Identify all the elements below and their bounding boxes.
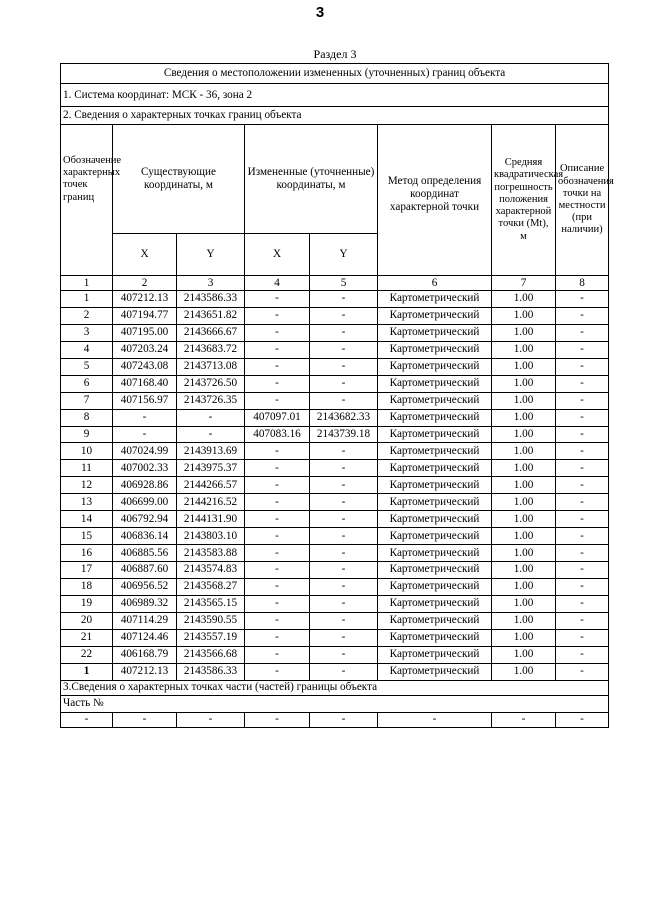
cell-changed-x: - [245, 578, 310, 595]
table-row [61, 511, 609, 528]
header-description: Описание обозначения точки на местности (при наличии) [556, 125, 609, 276]
cell-existing-y: 2143683.72 [177, 341, 245, 358]
cell-point-number: 11 [61, 460, 113, 477]
cell-changed-y: - [310, 307, 378, 324]
points-heading: 2. Сведения о характерных точках границ объекта [61, 107, 609, 125]
cell-method: Картометрический [378, 511, 492, 528]
cell-existing-y: 2143566.68 [177, 646, 245, 663]
cell-changed-y: - [310, 460, 378, 477]
cell-existing-y: 2143713.08 [177, 358, 245, 375]
cell-description: - [556, 341, 609, 358]
cell-existing-x: 406928.86 [113, 477, 177, 494]
column-number: 7 [492, 276, 556, 291]
cell-existing-x: 407203.24 [113, 341, 177, 358]
column-number: 1 [61, 276, 113, 291]
table-row [61, 663, 609, 680]
empty-cell: - [492, 712, 556, 727]
cell-description: - [556, 494, 609, 511]
cell-description: - [556, 358, 609, 375]
empty-cell: - [177, 712, 245, 727]
cell-method: Картометрический [378, 443, 492, 460]
table-row [61, 307, 609, 324]
cell-changed-x: - [245, 341, 310, 358]
cell-method: Картометрический [378, 578, 492, 595]
cell-point-number: 3 [61, 324, 113, 341]
cell-description: - [556, 562, 609, 579]
cell-existing-x: 407212.13 [113, 663, 177, 680]
cell-existing-x: 406836.14 [113, 528, 177, 545]
header-changed-y: Y [310, 234, 378, 276]
boundary-points-table [60, 63, 614, 728]
cell-changed-x: - [245, 663, 310, 680]
cell-existing-x: - [113, 409, 177, 426]
cell-point-number: 6 [61, 375, 113, 392]
header-designation: Обозначение характерных точек границ [61, 125, 113, 276]
cell-changed-x: - [245, 460, 310, 477]
header-existing-x: X [113, 234, 177, 276]
header-existing-coords: Существующие координаты, м [113, 125, 245, 234]
cell-point-number: 5 [61, 358, 113, 375]
cell-existing-y: 2143726.35 [177, 392, 245, 409]
cell-error: 1.00 [492, 460, 556, 477]
cell-description: - [556, 578, 609, 595]
cell-existing-x: 407024.99 [113, 443, 177, 460]
cell-error: 1.00 [492, 358, 556, 375]
cell-existing-x: 406989.32 [113, 595, 177, 612]
cell-changed-x: - [245, 477, 310, 494]
cell-existing-x: 407156.97 [113, 392, 177, 409]
cell-existing-y: 2143586.33 [177, 291, 245, 308]
table-row [61, 528, 609, 545]
cell-description: - [556, 392, 609, 409]
cell-error: 1.00 [492, 409, 556, 426]
cell-changed-y: - [310, 477, 378, 494]
cell-changed-y: 2143682.33 [310, 409, 378, 426]
cell-changed-y: - [310, 341, 378, 358]
cell-method: Картометрический [378, 392, 492, 409]
cell-existing-x: 407114.29 [113, 612, 177, 629]
cell-point-number: 19 [61, 595, 113, 612]
cell-description: - [556, 460, 609, 477]
page-number: 3 [315, 4, 325, 21]
cell-changed-y: - [310, 545, 378, 562]
table-row [61, 545, 609, 562]
cell-changed-y: - [310, 528, 378, 545]
cell-changed-x: - [245, 375, 310, 392]
cell-method: Картометрический [378, 291, 492, 308]
cell-point-number: 1 [61, 663, 113, 680]
cell-changed-y: - [310, 578, 378, 595]
cell-error: 1.00 [492, 392, 556, 409]
cell-error: 1.00 [492, 324, 556, 341]
empty-cell: - [556, 712, 609, 727]
table-row [61, 460, 609, 477]
cell-existing-x: 407212.13 [113, 291, 177, 308]
table-row [61, 291, 609, 308]
cell-existing-y: 2143568.27 [177, 578, 245, 595]
cell-point-number: 18 [61, 578, 113, 595]
cell-description: - [556, 528, 609, 545]
cell-error: 1.00 [492, 291, 556, 308]
cell-changed-y: 2143739.18 [310, 426, 378, 443]
cell-changed-x: - [245, 646, 310, 663]
cell-method: Картометрический [378, 460, 492, 477]
cell-point-number: 2 [61, 307, 113, 324]
cell-existing-y: 2144131.90 [177, 511, 245, 528]
column-number: 3 [177, 276, 245, 291]
cell-point-number: 4 [61, 341, 113, 358]
column-number: 5 [310, 276, 378, 291]
header-method: Метод определения координат характерной точки [378, 125, 492, 276]
cell-existing-x: - [113, 426, 177, 443]
cell-error: 1.00 [492, 646, 556, 663]
header-existing-y: Y [177, 234, 245, 276]
cell-error: 1.00 [492, 375, 556, 392]
table-row [61, 629, 609, 646]
header-changed-coords: Измененные (уточненные) координаты, м [245, 125, 378, 234]
cell-changed-y: - [310, 358, 378, 375]
table-row [61, 595, 609, 612]
cell-description: - [556, 612, 609, 629]
cell-changed-y: - [310, 392, 378, 409]
cell-error: 1.00 [492, 629, 556, 646]
cell-changed-x: - [245, 358, 310, 375]
cell-changed-x: - [245, 324, 310, 341]
cell-point-number: 8 [61, 409, 113, 426]
part-number-label: Часть № [61, 695, 609, 712]
cell-point-number: 7 [61, 392, 113, 409]
cell-method: Картометрический [378, 341, 492, 358]
cell-existing-y: 2143726.50 [177, 375, 245, 392]
table-row [61, 375, 609, 392]
cell-changed-y: - [310, 375, 378, 392]
part-heading: 3.Сведения о характерных точках части (частей) границы объекта [61, 680, 609, 695]
cell-error: 1.00 [492, 545, 556, 562]
cell-existing-x: 406887.60 [113, 562, 177, 579]
cell-changed-x: - [245, 612, 310, 629]
empty-cell: - [245, 712, 310, 727]
table-row [61, 612, 609, 629]
cell-error: 1.00 [492, 341, 556, 358]
table-row [61, 562, 609, 579]
cell-point-number: 22 [61, 646, 113, 663]
cell-description: - [556, 477, 609, 494]
cell-changed-x: - [245, 511, 310, 528]
table-row [61, 443, 609, 460]
cell-description: - [556, 595, 609, 612]
cell-method: Картометрический [378, 629, 492, 646]
cell-error: 1.00 [492, 528, 556, 545]
cell-description: - [556, 324, 609, 341]
cell-description: - [556, 646, 609, 663]
cell-point-number: 9 [61, 426, 113, 443]
header-error: Средняя квадратическая погрешность положения характерной точки (Mt), м [492, 125, 556, 276]
cell-changed-x: 407083.16 [245, 426, 310, 443]
table-row [61, 324, 609, 341]
cell-method: Картометрический [378, 324, 492, 341]
cell-description: - [556, 291, 609, 308]
cell-error: 1.00 [492, 307, 556, 324]
column-number: 2 [113, 276, 177, 291]
cell-method: Картометрический [378, 663, 492, 680]
header-changed-x: X [245, 234, 310, 276]
cell-method: Картометрический [378, 494, 492, 511]
cell-changed-y: - [310, 629, 378, 646]
cell-changed-y: - [310, 595, 378, 612]
empty-cell: - [310, 712, 378, 727]
empty-cell: - [61, 712, 113, 727]
cell-point-number: 16 [61, 545, 113, 562]
cell-method: Картометрический [378, 646, 492, 663]
cell-point-number: 21 [61, 629, 113, 646]
cell-changed-x: - [245, 307, 310, 324]
cell-existing-x: 407243.08 [113, 358, 177, 375]
cell-changed-y: - [310, 291, 378, 308]
cell-changed-y: - [310, 612, 378, 629]
cell-changed-y: - [310, 511, 378, 528]
table-row [61, 578, 609, 595]
cell-changed-x: - [245, 629, 310, 646]
cell-error: 1.00 [492, 595, 556, 612]
cell-changed-x: - [245, 595, 310, 612]
empty-cell: - [378, 712, 492, 727]
cell-existing-y: 2144216.52 [177, 494, 245, 511]
cell-existing-x: 406885.56 [113, 545, 177, 562]
cell-changed-y: - [310, 562, 378, 579]
cell-method: Картометрический [378, 477, 492, 494]
empty-cell: - [113, 712, 177, 727]
cell-error: 1.00 [492, 612, 556, 629]
table-row [61, 426, 609, 443]
column-number: 6 [378, 276, 492, 291]
cell-existing-x: 407124.46 [113, 629, 177, 646]
cell-changed-x: 407097.01 [245, 409, 310, 426]
cell-changed-y: - [310, 324, 378, 341]
cell-existing-y: 2144266.57 [177, 477, 245, 494]
cell-description: - [556, 426, 609, 443]
cell-error: 1.00 [492, 562, 556, 579]
cell-method: Картометрический [378, 409, 492, 426]
table-row [61, 341, 609, 358]
cell-existing-y: 2143586.33 [177, 663, 245, 680]
cell-method: Картометрический [378, 358, 492, 375]
cell-existing-x: 407168.40 [113, 375, 177, 392]
cell-existing-y: 2143651.82 [177, 307, 245, 324]
cell-error: 1.00 [492, 578, 556, 595]
cell-existing-x: 406168.79 [113, 646, 177, 663]
cell-existing-x: 406699.00 [113, 494, 177, 511]
cell-existing-x: 406792.94 [113, 511, 177, 528]
cell-existing-y: 2143565.15 [177, 595, 245, 612]
table-row [61, 477, 609, 494]
cell-method: Картометрический [378, 545, 492, 562]
cell-point-number: 10 [61, 443, 113, 460]
cell-error: 1.00 [492, 426, 556, 443]
cell-method: Картометрический [378, 562, 492, 579]
cell-point-number: 12 [61, 477, 113, 494]
cell-error: 1.00 [492, 494, 556, 511]
table-row [61, 646, 609, 663]
column-number: 8 [556, 276, 609, 291]
cell-method: Картометрический [378, 528, 492, 545]
cell-existing-y: 2143666.67 [177, 324, 245, 341]
cell-existing-x: 406956.52 [113, 578, 177, 595]
coordinate-system: 1. Система координат: МСК - 36, зона 2 [61, 84, 609, 107]
cell-existing-x: 407002.33 [113, 460, 177, 477]
column-number: 4 [245, 276, 310, 291]
cell-changed-y: - [310, 443, 378, 460]
cell-existing-y: 2143574.83 [177, 562, 245, 579]
cell-changed-y: - [310, 663, 378, 680]
cell-changed-x: - [245, 528, 310, 545]
cell-description: - [556, 511, 609, 528]
cell-existing-y: 2143583.88 [177, 545, 245, 562]
cell-error: 1.00 [492, 477, 556, 494]
table-title: Сведения о местоположении измененных (уточненных) границ объекта [61, 64, 609, 84]
cell-description: - [556, 307, 609, 324]
cell-existing-x: 407194.77 [113, 307, 177, 324]
table-row [61, 409, 609, 426]
cell-point-number: 20 [61, 612, 113, 629]
cell-changed-x: - [245, 562, 310, 579]
cell-changed-x: - [245, 494, 310, 511]
cell-point-number: 13 [61, 494, 113, 511]
cell-existing-y: 2143590.55 [177, 612, 245, 629]
cell-existing-x: 407195.00 [113, 324, 177, 341]
cell-changed-x: - [245, 291, 310, 308]
cell-method: Картометрический [378, 375, 492, 392]
cell-description: - [556, 375, 609, 392]
table-row [61, 358, 609, 375]
cell-changed-x: - [245, 545, 310, 562]
cell-point-number: 1 [61, 291, 113, 308]
cell-error: 1.00 [492, 663, 556, 680]
cell-description: - [556, 629, 609, 646]
cell-existing-y: 2143803.10 [177, 528, 245, 545]
cell-existing-y: 2143975.37 [177, 460, 245, 477]
cell-method: Картометрический [378, 612, 492, 629]
cell-error: 1.00 [492, 511, 556, 528]
table-row [61, 494, 609, 511]
cell-existing-y: - [177, 426, 245, 443]
cell-existing-y: 2143913.69 [177, 443, 245, 460]
cell-changed-x: - [245, 443, 310, 460]
cell-method: Картометрический [378, 426, 492, 443]
cell-existing-y: - [177, 409, 245, 426]
cell-point-number: 17 [61, 562, 113, 579]
cell-changed-x: - [245, 392, 310, 409]
cell-changed-y: - [310, 494, 378, 511]
section-label: Раздел 3 [313, 47, 357, 61]
table-row [61, 392, 609, 409]
cell-existing-y: 2143557.19 [177, 629, 245, 646]
cell-method: Картометрический [378, 307, 492, 324]
cell-point-number: 14 [61, 511, 113, 528]
cell-description: - [556, 409, 609, 426]
cell-error: 1.00 [492, 443, 556, 460]
cell-point-number: 15 [61, 528, 113, 545]
cell-description: - [556, 443, 609, 460]
cell-description: - [556, 663, 609, 680]
cell-description: - [556, 545, 609, 562]
cell-method: Картометрический [378, 595, 492, 612]
cell-changed-y: - [310, 646, 378, 663]
